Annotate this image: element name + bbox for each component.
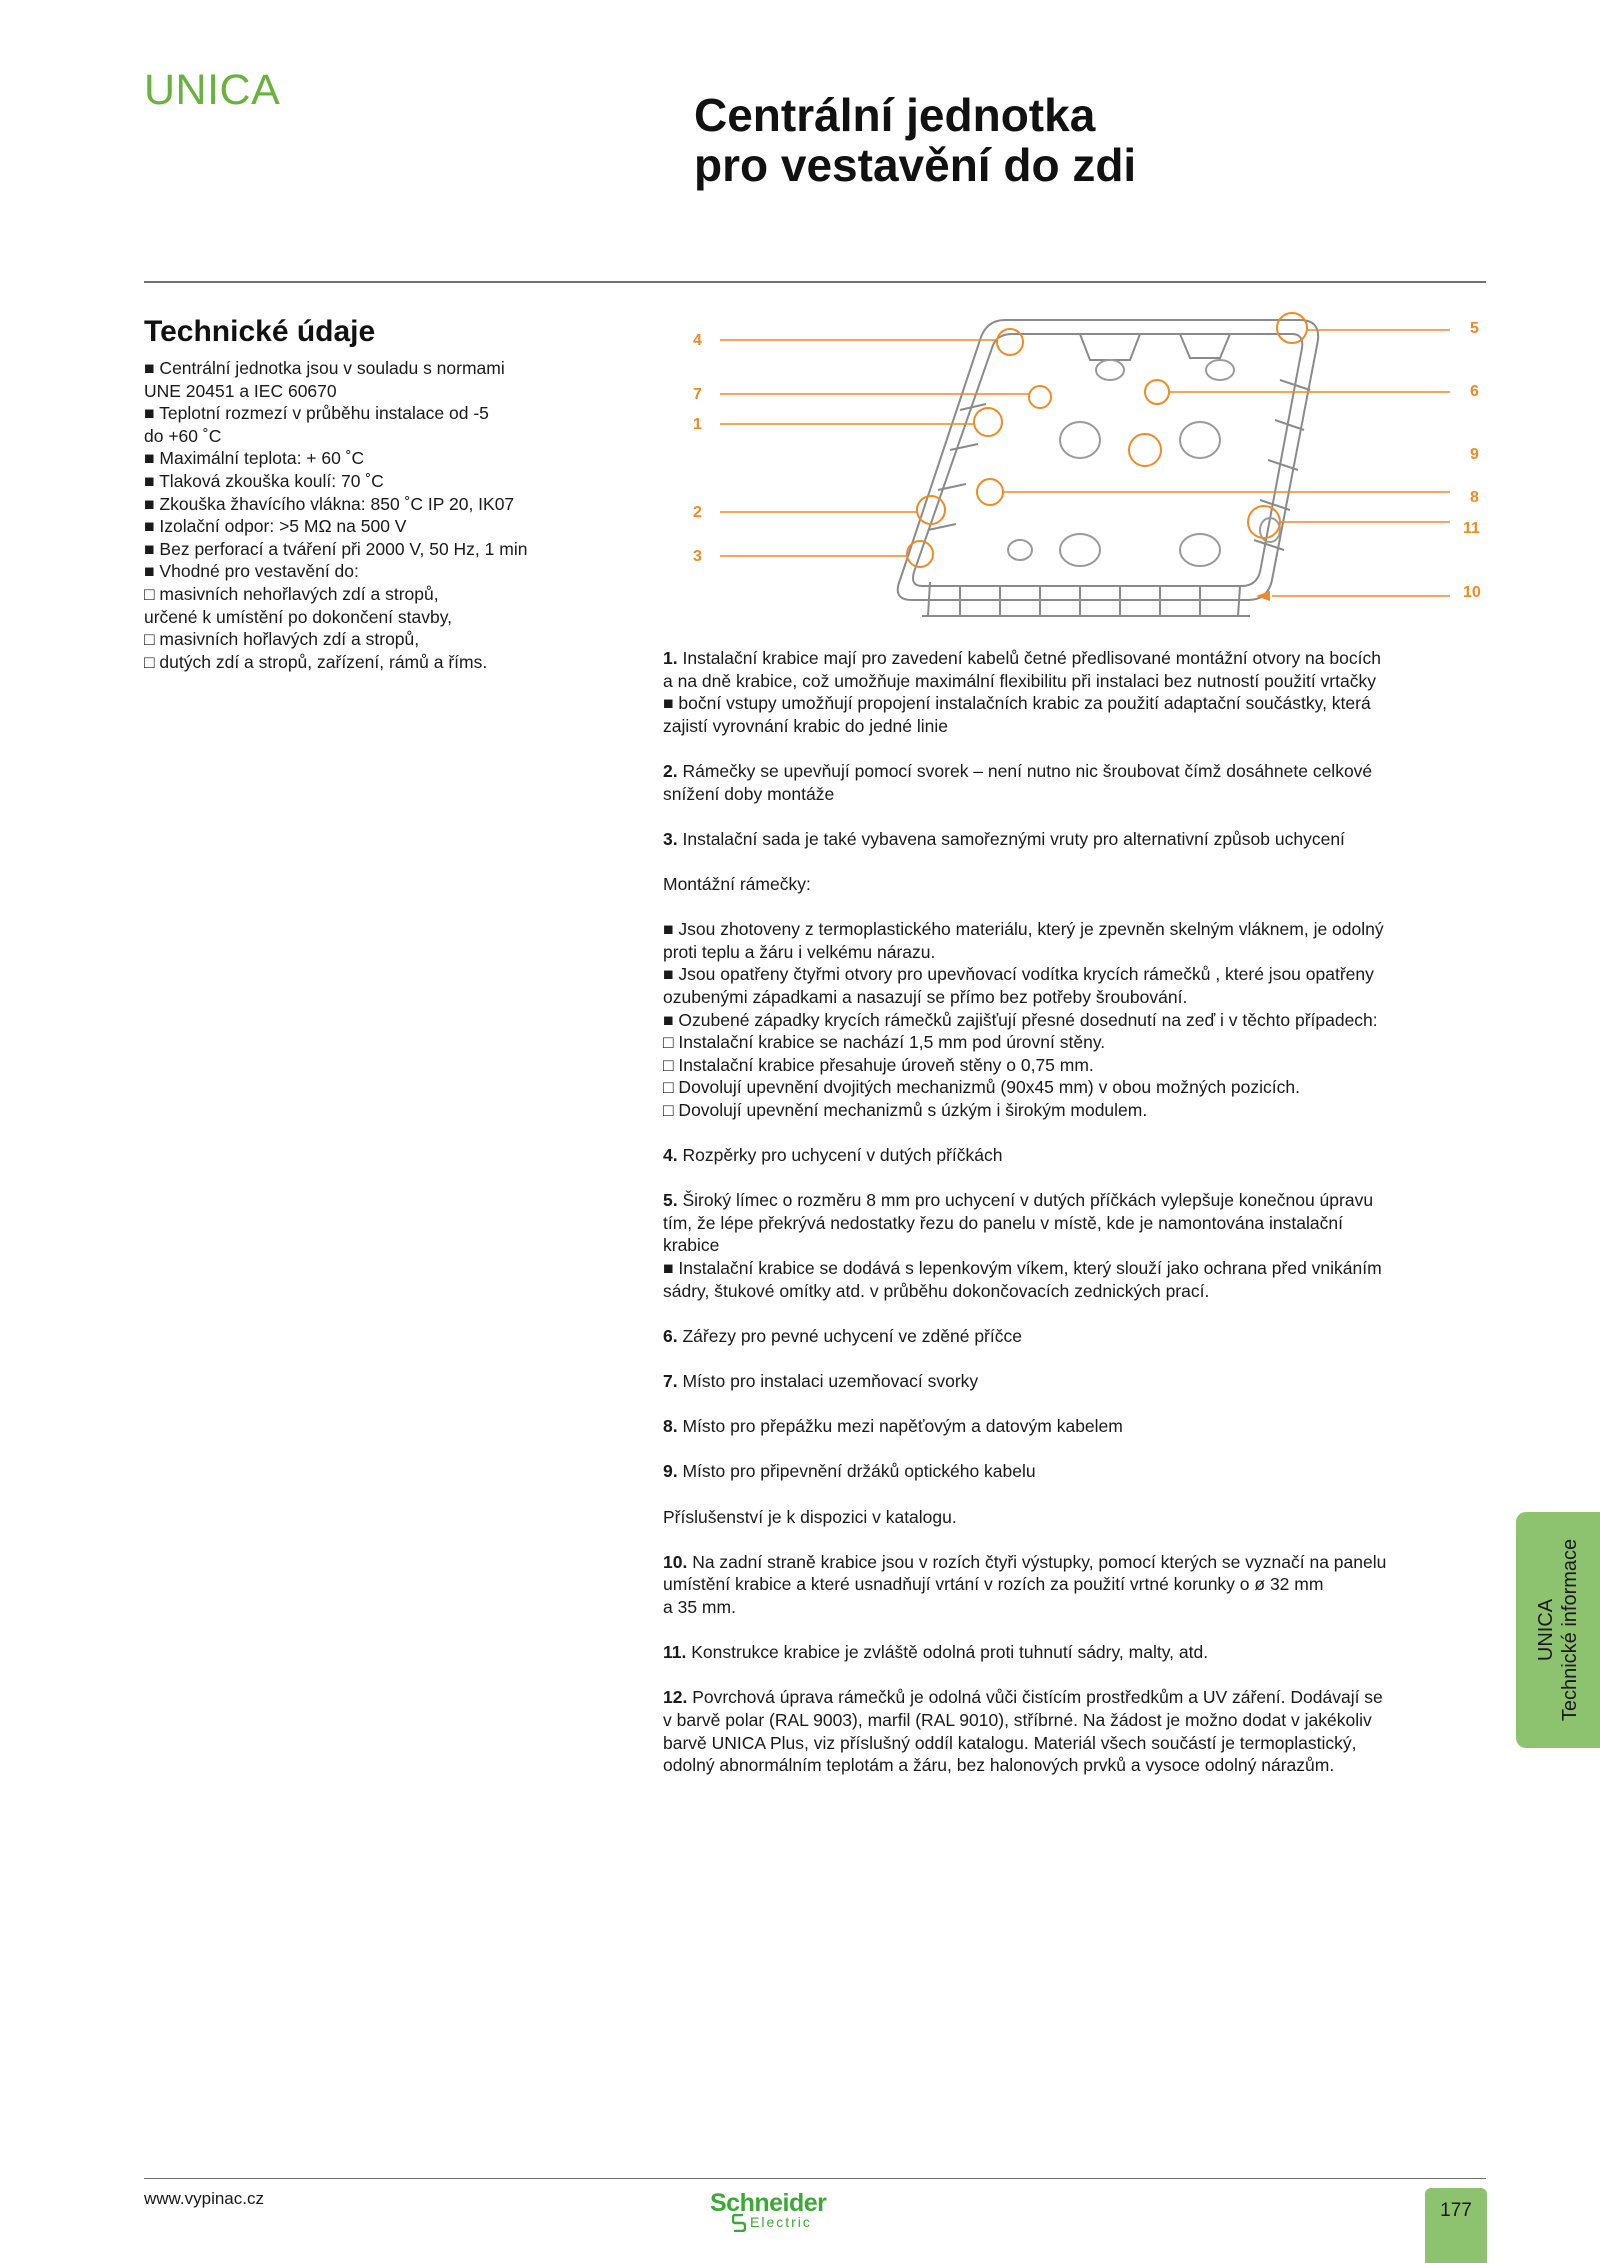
frames-line: □ Instalační krabice se nachází 1,5 mm pod úrovní stěny. [663, 1032, 1106, 1053]
frames-line: ■ Jsou opatřeny čtyřmi otvory pro upevňovací vodítka krycích rámečků , které jsou opatřeny [663, 964, 1374, 985]
junction-box-illustration [660, 300, 1500, 630]
callout-label-9: 9 [1470, 446, 1479, 463]
callout-label-3: 3 [693, 548, 702, 565]
item-text: Povrchová úprava rámečků je odolná vůči čistícím prostředkům a UV záření. Dodávají se [692, 1687, 1383, 1708]
item-number: 6. [663, 1325, 678, 1346]
item-text: Zářezy pro pevné uchycení ve zděné příčce [682, 1325, 1022, 1346]
item-number: 3. [663, 828, 678, 849]
item-text: sádry, štukové omítky atd. v průběhu dokončovacích zednických prací. [663, 1280, 1210, 1301]
feature-item-4 [663, 1144, 1453, 1167]
spec-line: určené k umístění po dokončení stavby, [144, 606, 453, 627]
item-number: 2. [663, 760, 678, 781]
spec-line: ■ Teplotní rozmezí v průběhu instalace od -5 [144, 403, 489, 424]
feature-item-5 [663, 1189, 1453, 1302]
frames-line: ■ Jsou zhotoveny z termoplastického materiálu, který je zpevněn skelným vláknem, je odolný [663, 919, 1384, 940]
logo-subtitle: Electric [750, 2214, 812, 2230]
box-outline [898, 320, 1318, 616]
feature-item-11 [663, 1641, 1453, 1664]
frames-heading: Montážní rámečky: [663, 873, 811, 894]
spec-line: □ dutých zdí a stropů, zařízení, rámů a říms. [144, 651, 488, 672]
section-tab-label [1534, 1539, 1582, 1721]
callout-label-5: 5 [1470, 320, 1479, 337]
item-text: Na zadní straně krabice jsou v rozích čtyři výstupky, pomocí kterých se vyznačí na panelu [692, 1551, 1387, 1572]
item-text: Místo pro připevnění držáků optického kabelu [682, 1461, 1036, 1482]
item-number: 9. [663, 1461, 678, 1482]
frames-details [663, 918, 1453, 1121]
callout-leaders [720, 330, 1450, 596]
header-divider [144, 281, 1486, 283]
callout-markers [907, 313, 1307, 567]
page-title [694, 90, 1494, 190]
feature-item-8 [663, 1415, 1453, 1438]
brand-name: UNICA [144, 66, 281, 114]
page-number: 177 [1425, 2188, 1487, 2263]
callout-label-4: 4 [693, 332, 702, 349]
footer-divider [144, 2178, 1486, 2179]
item-text: krabice [663, 1235, 720, 1256]
accessories-note: Příslušenství je k dispozici v katalogu. [663, 1506, 957, 1527]
spec-line: ■ Izolační odpor: >5 MΩ na 500 V [144, 516, 407, 537]
specs-heading: Technické údaje [144, 315, 376, 348]
section-tab-line-1: UNICA [1535, 1598, 1557, 1662]
technical-specs [144, 315, 584, 673]
callout-label-1: 1 [693, 416, 702, 433]
feature-item-10 [663, 1551, 1453, 1619]
footer-website-link[interactable]: www.vypinac.cz [144, 2189, 264, 2208]
spec-line: UNE 20451 a IEC 60670 [144, 380, 337, 401]
item-text: Místo pro instalaci uzemňovací svorky [682, 1371, 979, 1391]
title-line-2: pro vestavění do zdi [694, 139, 1137, 191]
item-text: barvě UNICA Plus, viz příslušný oddíl katalogu. Materiál všech součástí je termoplastický, [663, 1732, 1357, 1753]
item-number: 8. [663, 1416, 678, 1437]
feature-item-1 [663, 647, 1453, 737]
feature-item-2 [663, 760, 1453, 805]
item-text: a 35 mm. [663, 1596, 736, 1617]
spec-line: do +60 ˚C [144, 425, 222, 446]
item-text: tím, že lépe překrývá nedostatky řezu do panelu v místě, kde je namontována instalační [663, 1212, 1343, 1233]
feature-item-6 [663, 1325, 1453, 1348]
item-text: a na dně krabice, což umožňuje maximální flexibilitu při instalaci bez nutností použití vrtačky [663, 670, 1376, 691]
item-text: Instalační krabice mají pro zavedení kabelů četné předlisované montážní otvory na bocích [682, 648, 1381, 668]
item-number: 4. [663, 1145, 678, 1166]
callout-label-2: 2 [693, 504, 702, 521]
item-text: ■ boční vstupy umožňují propojení instalačních krabic za použití adaptační součástky, která [663, 693, 1371, 714]
frames-line: □ Dovolují upevnění dvojitých mechanizmů (90x45 mm) v obou možných pozicích. [663, 1077, 1300, 1098]
spec-line: □ masivních nehořlavých zdí a stropů, [144, 583, 439, 604]
feature-item-9 [663, 1460, 1453, 1483]
item-text: Instalační sada je také vybavena samořeznými vruty pro alternativní způsob uchycení [682, 828, 1345, 849]
item-text: ■ Instalační krabice se dodává s lepenkovým víkem, který slouží jako ochrana před vnikáním [663, 1258, 1382, 1279]
item-text: Konstrukce krabice je zvláště odolná proti tuhnutí sádry, malty, atd. [691, 1642, 1209, 1663]
frames-line: □ Instalační krabice přesahuje úroveň stěny o 0,75 mm. [663, 1054, 1094, 1075]
schneider-electric-logo [710, 2190, 860, 2234]
callout-label-7: 7 [693, 386, 702, 403]
item-text: snížení doby montáže [663, 783, 835, 804]
section-tab[interactable] [1516, 1512, 1600, 1748]
logo-mark-icon [732, 2214, 746, 2232]
item-text: Rámečky se upevňují pomocí svorek – není nutno nic šroubovat čímž dosáhnete celkové [682, 760, 1373, 781]
frames-line: proti teplu a žáru i velkému nárazu. [663, 941, 936, 962]
frames-line: ■ Ozubené západky krycích rámečků zajišťují přesné dosednutí na zeď i v těchto případech: [663, 1009, 1378, 1030]
logo-wordmark: Schneider [710, 2189, 827, 2217]
callout-label-6: 6 [1470, 383, 1479, 400]
arrow-icon [1256, 591, 1270, 601]
spec-line: ■ Bez perforací a tváření při 2000 V, 50 Hz, 1 min [144, 538, 528, 559]
feature-item-3 [663, 828, 1453, 851]
spec-line: ■ Maximální teplota: + 60 ˚C [144, 448, 365, 469]
item-number: 11. [663, 1642, 687, 1663]
item-number: 10. [663, 1551, 688, 1572]
item-number: 12. [663, 1687, 688, 1708]
item-number: 5. [663, 1190, 678, 1211]
spec-line: ■ Tlaková zkouška koulí: 70 ˚C [144, 470, 384, 491]
item-text: Široký límec o rozměru 8 mm pro uchycení v dutých příčkách vylepšuje konečnou úpravu [682, 1190, 1374, 1211]
item-number: 7. [663, 1371, 678, 1391]
spec-line: ■ Vhodné pro vestavění do: [144, 561, 359, 582]
spec-line: □ masivních hořlavých zdí a stropů, [144, 629, 420, 650]
feature-descriptions [663, 647, 1453, 1777]
junction-box-diagram [660, 300, 1500, 630]
item-text: umístění krabice a které usnadňují vrtání v rozích za použití vrtné korunky o ø 32 mm [663, 1574, 1324, 1595]
item-text: odolný abnormálním teplotám a žáru, bez halonových prvků a vysoce odolný nárazům. [663, 1755, 1335, 1776]
item-text: Místo pro přepážku mezi napěťovým a datovým kabelem [682, 1416, 1123, 1437]
frames-line: □ Dovolují upevnění mechanizmů s úzkým i širokým modulem. [663, 1099, 1148, 1120]
item-text: Rozpěrky pro uchycení v dutých příčkách [682, 1145, 1003, 1166]
feature-item-12 [663, 1686, 1453, 1776]
callout-label-10: 10 [1463, 584, 1481, 601]
section-tab-line-2: Technické informace [1559, 1538, 1581, 1722]
callout-label-8: 8 [1470, 489, 1479, 506]
item-text: v barvě polar (RAL 9003), marfil (RAL 9010), stříbrné. Na žádost je možno dodat v jakékoliv [663, 1709, 1372, 1730]
feature-item-7 [663, 1370, 1453, 1393]
specs-list [144, 357, 584, 673]
spec-line: ■ Zkouška žhavícího vlákna: 850 ˚C IP 20, IK07 [144, 493, 515, 514]
callout-label-11: 11 [1463, 520, 1480, 537]
item-text: zajistí vyrovnání krabic do jedné linie [663, 715, 949, 736]
title-line-1: Centrální jednotka [694, 89, 1096, 141]
spec-line: ■ Centrální jednotka jsou v souladu s normami [144, 358, 505, 378]
item-number: 1. [663, 648, 678, 668]
frames-line: ozubenými západkami a nasazují se přímo bez potřeby šroubování. [663, 986, 1188, 1007]
